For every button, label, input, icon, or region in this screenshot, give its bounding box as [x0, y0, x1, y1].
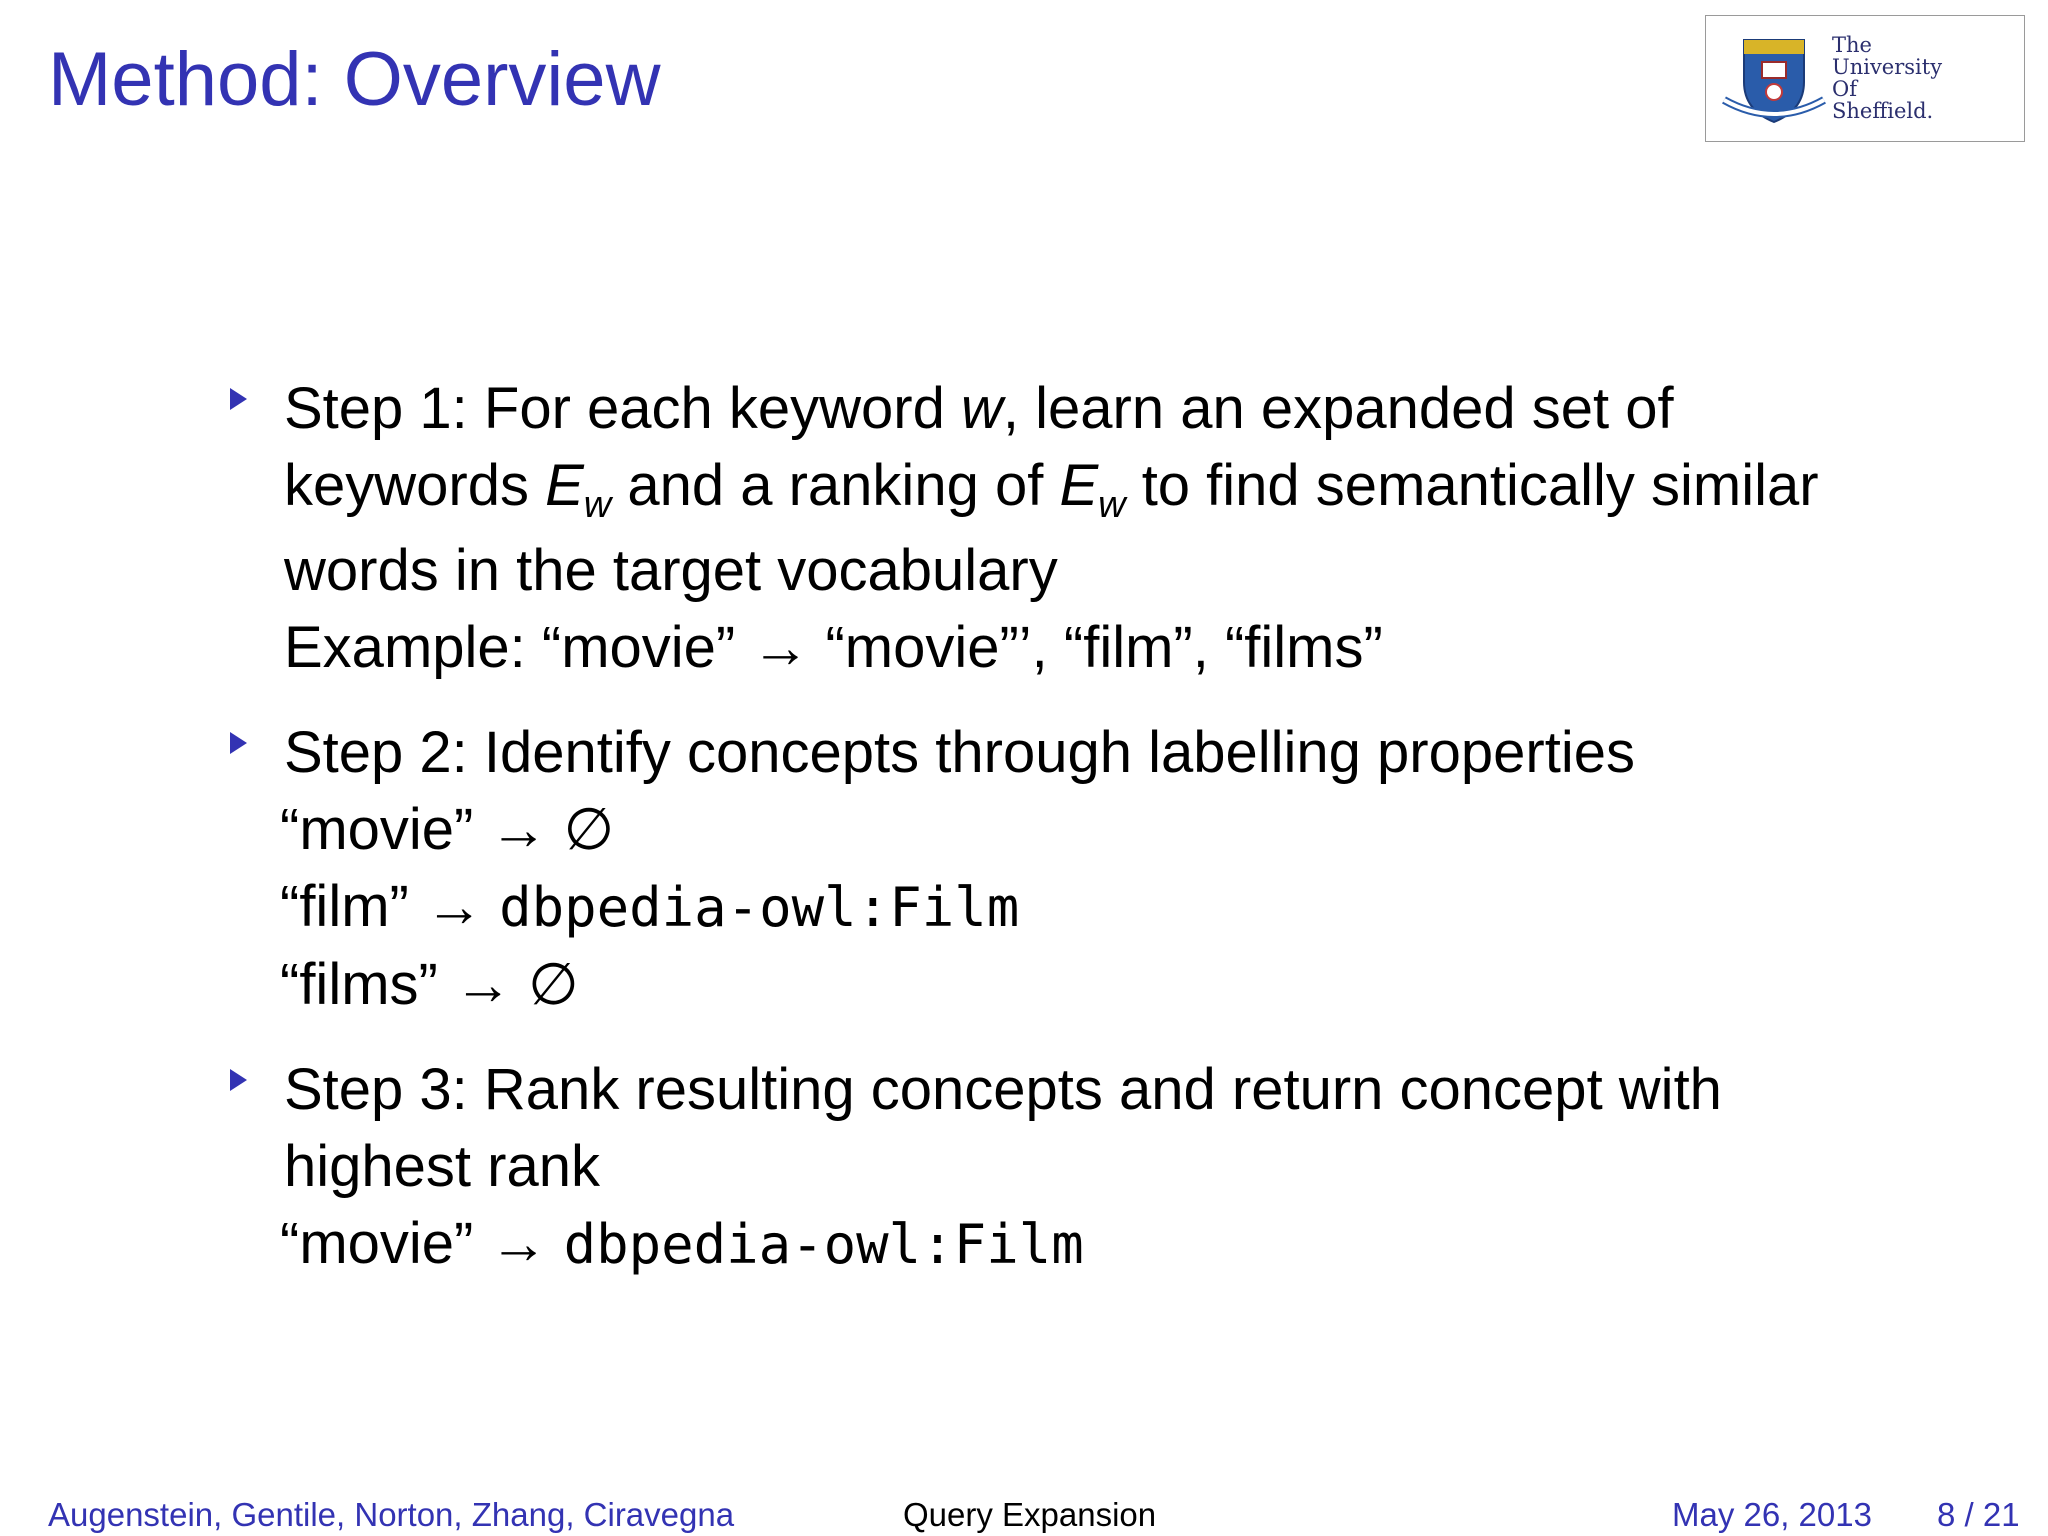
footer-title: Query Expansion — [903, 1496, 1157, 1533]
step1-text-a: Step 1: For each keyword — [284, 376, 961, 441]
list-item-step-1 — [220, 370, 1920, 686]
step3-m1-term: “movie” → — [280, 1211, 564, 1276]
step2-m3-result: ∅ — [528, 952, 579, 1017]
step2-m1-term: “movie” → — [280, 797, 564, 862]
bullet-triangle-icon — [230, 388, 247, 410]
logo-text-line3: Of — [1832, 77, 1857, 101]
bullet-triangle-icon — [230, 1069, 247, 1091]
step2-m2-term: “film” → — [280, 874, 500, 939]
footer-page-number: 8 / 21 — [1937, 1496, 2020, 1533]
step2-m3-term: “films” → — [280, 952, 529, 1017]
step2-line1: Step 2: Identify concepts through labelling properties — [284, 720, 1635, 785]
step3-mapping-movie — [220, 1205, 1920, 1283]
step1-var-E1: E — [545, 453, 584, 518]
step2-mapping-films — [220, 946, 1920, 1023]
step1-var-E2: E — [1059, 453, 1099, 518]
step1-sub-w1: w — [583, 484, 612, 526]
list-item-step-2 — [220, 714, 1920, 1023]
step1-line1 — [220, 370, 1920, 447]
step1-text-b: , learn an expanded set of — [1002, 376, 1674, 441]
slide-title: Method: Overview — [48, 37, 661, 122]
list-item-step-3 — [220, 1051, 1920, 1283]
step1-line3: words in the target vocabulary — [284, 538, 1058, 603]
logo-text-line1: The — [1832, 33, 1872, 57]
step1-l2-text-b: and a ranking of — [611, 453, 1060, 518]
university-logo — [1705, 15, 2025, 142]
footer-authors: Augenstein, Gentile, Norton, Zhang, Ciravegna — [48, 1496, 735, 1533]
slide-footer — [0, 1490, 2048, 1536]
step2-m2-result: dbpedia-owl:Film — [499, 876, 1020, 939]
step1-l2-text-c: to find semantically similar — [1125, 453, 1819, 518]
step3-m1-result: dbpedia-owl:Film — [563, 1213, 1084, 1276]
footer-date: May 26, 2013 — [1672, 1496, 1872, 1533]
bullet-list — [220, 370, 1920, 1311]
logo-text-line2: University — [1832, 55, 1943, 79]
step1-example: Example: “movie” → “movie”’, “film”, “films” — [284, 615, 1383, 680]
step1-keyword-var: w — [961, 376, 1003, 441]
step3-line1: Step 3: Rank resulting concepts and return concept with — [284, 1057, 1722, 1122]
step2-mapping-movie — [220, 791, 1920, 868]
step1-l2-text-a: keywords — [284, 453, 546, 518]
step2-m1-result: ∅ — [563, 797, 615, 862]
step1-line2 — [220, 447, 1920, 532]
university-crest-icon — [1722, 32, 1826, 128]
step3-line2: highest rank — [284, 1134, 600, 1199]
step2-mapping-film — [220, 868, 1920, 946]
bullet-triangle-icon — [230, 732, 247, 754]
logo-text-line4: Sheffield. — [1832, 99, 1934, 123]
step1-sub-w2: w — [1098, 484, 1126, 526]
